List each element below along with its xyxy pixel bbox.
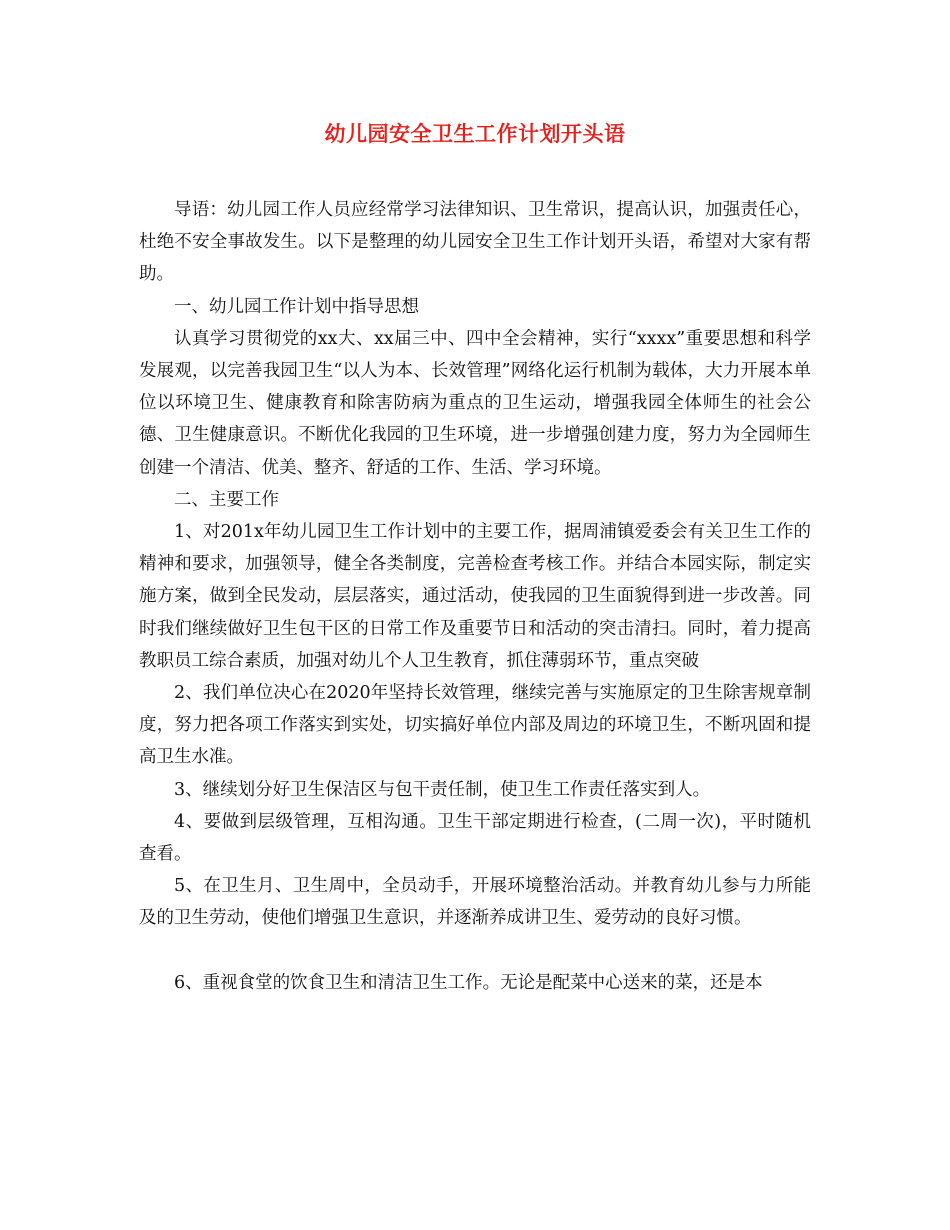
heading-guiding-thought: 一、幼儿园工作计划中指导思想 <box>174 296 419 317</box>
paragraph-guiding-thought: 认真学习贯彻党的xx大、xx届三中、四中全会精神，实行“xxxx”重要思想和科学发展观，以完善我园卫生“以人为本、长效管理”网络化运行机制为载体，大力开展本单位以环境卫生、健康教育和除害防病为重点的卫生运动，增强我园全体师生的社会公德、卫生健康意识。不断优化我园的卫生环境，进一步增强创建力度，努力为全园师生创建一个清洁、优美、整齐、舒适的工作、生活、学习环境。 <box>139 328 811 478</box>
document-title: 幼儿园安全卫生工作计划开头语 <box>324 121 626 146</box>
paragraph-item-2: 2、我们单位决心在2020年坚持长效管理，继续完善与实施原定的卫生除害规章制度，努力把各项工作落实到实处，切实搞好单位内部及周边的环境卫生，不断巩固和提高卫生水准。 <box>139 683 811 768</box>
paragraph-item-3: 3、继续划分好卫生保洁区与包干责任制，使卫生工作责任落实到人。 <box>174 779 711 800</box>
paragraph-item-5: 5、在卫生月、卫生周中，全员动手，开展环境整治活动。并教育幼儿参与力所能及的卫生劳动，使他们增强卫生意识，并逐渐养成讲卫生、爱劳动的良好习惯。 <box>139 876 811 929</box>
paragraph-intro: 导语：幼儿园工作人员应经常学习法律知识、卫生常识，提高认识，加强责任心，杜绝不安全事故发生。以下是整理的幼儿园安全卫生工作计划开头语，希望对大家有帮助。 <box>139 200 811 285</box>
paragraph-item-4: 4、要做到层级管理，互相沟通。卫生干部定期进行检查，(二周一次)，平时随机查看。 <box>139 811 811 865</box>
document-body <box>139 194 811 999</box>
paragraph-item-1: 1、对201x年幼儿园卫生工作计划中的主要工作，据周浦镇爱委会有关卫生工作的精神和要求，加强领导，健全各类制度，完善检查考核工作。并结合本园实际，制定实施方案，做到全民发动，层层落实，通过活动，使我园的卫生面貌得到进一步改善。同时我们继续做好卫生包干区的日常工作及重要节日和活动的突击清扫。同时，着力提高教职员工综合素质，加强对幼儿个人卫生教育，抓住薄弱环节，重点突破 <box>139 522 811 671</box>
heading-main-work: 二、主要工作 <box>174 489 279 510</box>
paragraph-item-6: 6、重视食堂的饮食卫生和清洁卫生工作。无论是配菜中心送来的菜，还是本 <box>174 972 763 993</box>
